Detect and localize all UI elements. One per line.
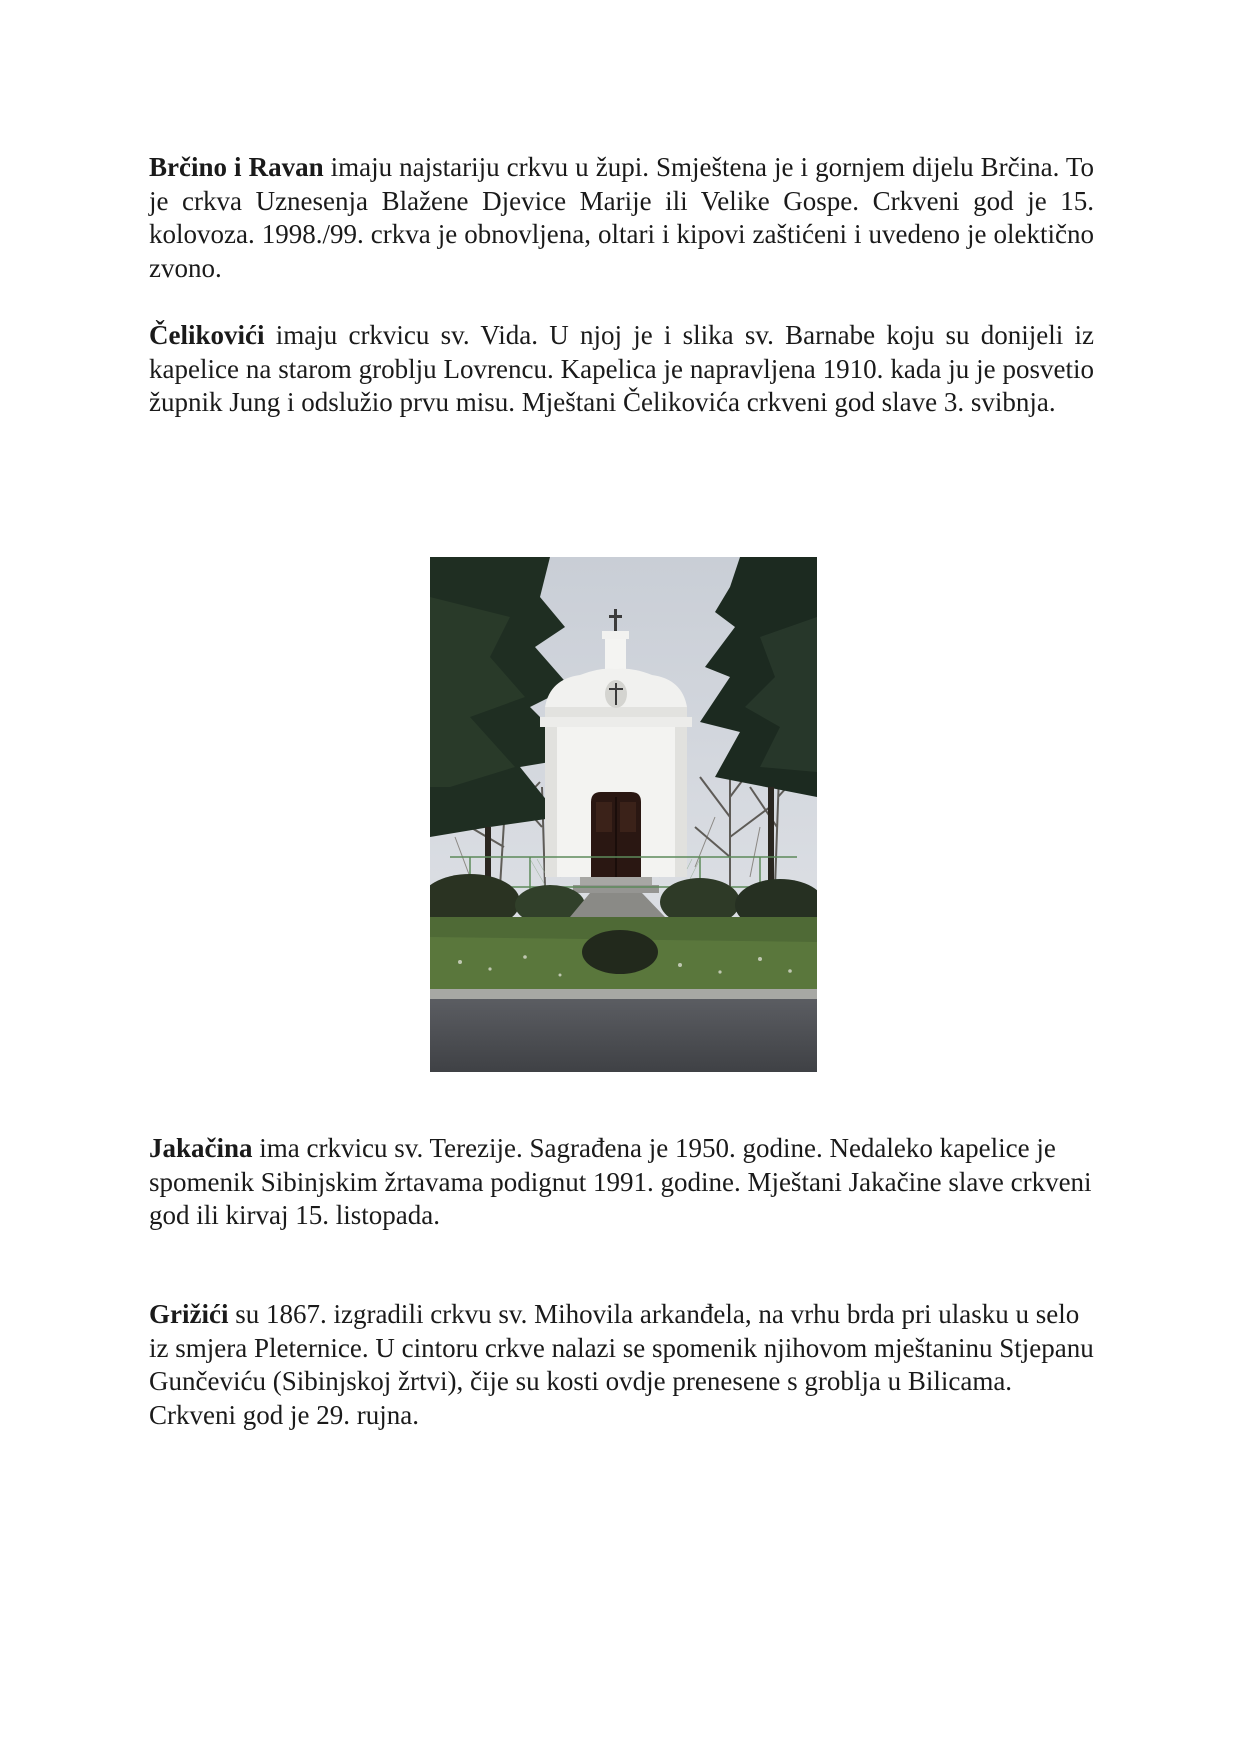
paragraph-jakacina	[149, 1132, 1094, 1233]
text-celikovici: imaju crkvicu sv. Vida. U njoj je i slika sv. Barnabe koju su donijeli iz kapelice na starom groblju Lovrencu. Kapelica je napravljena 1910. kada ju je posvetio župnik Jung i odslužio prvu misu. Mještani Čelikovića crkveni god slave 3. svibnja.	[149, 320, 1094, 417]
text-jakacina: ima crkvicu sv. Terezije. Sagrađena je 1950. godine. Nedaleko kapelice je spomenik Sibinjskim žrtavama podignut 1991. godine. Mještani Jakačine slave crkveni god ili kirvaj 15. listopada.	[149, 1133, 1092, 1230]
heading-grizici: Grižići	[149, 1299, 229, 1329]
text-brcino-ravan: imaju najstariju crkvu u župi. Smještena je i gornjem dijelu Brčina. To je crkva Uznesenja Blažene Djevice Marije ili Velike Gospe. Crkveni god je 15. kolovoza. 1998./99. crkva je obnovljena, oltari i kipovi zaštićeni i uvedeno je olektično zvono.	[149, 152, 1094, 283]
paragraph-celikovici	[149, 319, 1094, 420]
heading-celikovici: Čelikovići	[149, 320, 265, 350]
heading-brcino-ravan: Brčino i Ravan	[149, 152, 324, 182]
chapel-photo	[430, 557, 817, 1072]
text-grizici: su 1867. izgradili crkvu sv. Mihovila arkanđela, na vrhu brda pri ulasku u selo iz smjera Pleternice. U cintoru crkve nalazi se spomenik njihovom mještaninu Stjepanu Gunčeviću (Sibinjskoj žrtvi), čije su kosti ovdje prenesene s groblja u Bilicama. Crkveni god je 29. rujna.	[149, 1299, 1094, 1430]
paragraph-grizici	[149, 1298, 1094, 1432]
paragraph-brcino-ravan	[149, 151, 1094, 285]
heading-jakacina: Jakačina	[149, 1133, 253, 1163]
